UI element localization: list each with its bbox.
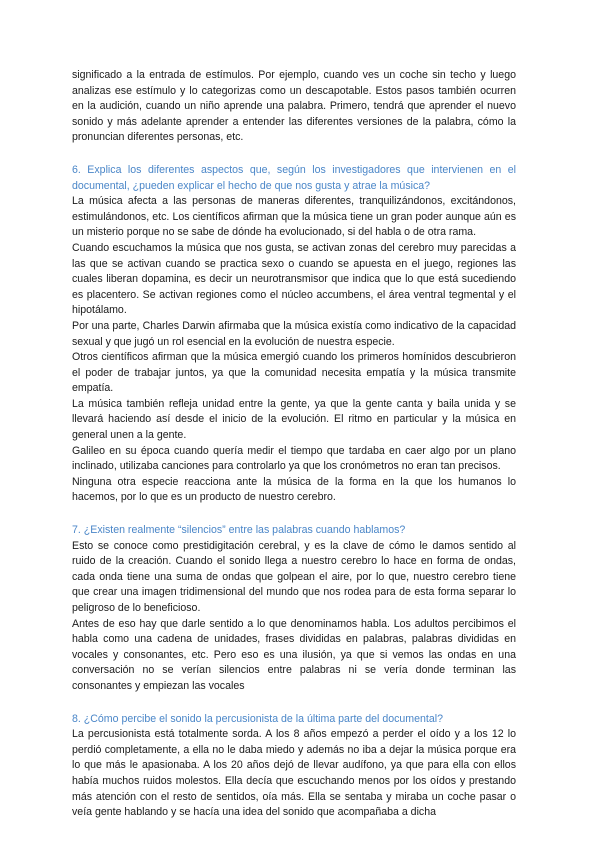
q6-answer-paragraph: Ninguna otra especie reacciona ante la música de la forma en la que los humanos lo hacemos, por lo que es un producto de nuestro cerebro. bbox=[72, 475, 516, 504]
q6-answer-paragraph: La música también refleja unidad entre la gente, ya que la gente canta y baila unida y se llevará haciendo así desde el inicio de la evolución. El ritmo en particular y la música en general unen a la gente. bbox=[72, 397, 516, 442]
q6-answer-paragraph: Cuando escuchamos la música que nos gusta, se activan zonas del cerebro muy parecidas a las que se activan cuando se practica sexo o cuando se apuesta en el juego, regiones las cuales liberan dopamina, es decir un neurotransmisor que indica que lo que está sucediendo es placentero. Se activan regiones como el núcleo accumbens, el área ventral tegmental y el hipotálamo. bbox=[72, 241, 516, 317]
question-8-heading: 8. ¿Cómo percibe el sonido la percusionista de la última parte del documental? bbox=[72, 712, 443, 725]
intro-paragraph: significado a la entrada de estímulos. Por ejemplo, cuando ves un coche sin techo y luego analizas ese estímulo y lo categorizas como un descapotable. Estos pasos también ocurren en la audición, cuando un niño aprende una palabra. Primero, tendrá que aprender el nuevo sonido y más adelante aprender a entender las diferentes versiones de la palabra, cómo la pronuncian diferentes personas, etc. bbox=[72, 69, 516, 144]
question-6-heading: 6. Explica los diferentes aspectos que, según los investigadores que intervienen en el documental, ¿pueden explicar el hecho de que nos gusta y atrae la música? bbox=[72, 163, 516, 192]
q8-answer-paragraph: La percusionista está totalmente sorda. A los 8 años empezó a perder el oído y a los 12 lo perdió completamente, a ella no le daba miedo y además no iba a dejar la música porque era lo que más le apasionaba. A los 20 años dejó de llevar audífono, ya que para ella con ellos había muchos ruidos molestos. Ella decía que escuchando menos por los oídos y prestando más atención con el resto de sentidos, oía más. Ella se sentaba y miraba un coche pasar o veía gente hablando y se hacía una idea del sonido que acompañaba a dicha bbox=[72, 728, 516, 819]
q6-answer-paragraph: Otros científicos afirman que la música emergió cuando los primeros homínidos descubrieron el poder de trabajar juntos, ya que la comunidad necesita empatía y la música transmite empatía. bbox=[72, 351, 516, 395]
q6-answer-paragraph: Galileo en su época cuando quería medir el tiempo que tardaba en caer algo por un plano inclinado, utilizaba canciones para controlarlo ya que los cronómetros no eran tan precisos. bbox=[72, 444, 516, 473]
q7-answer-paragraph: Esto se conoce como prestidigitación cerebral, y es la clave de cómo le damos sentido al ruido de la creación. Cuando el sonido llega a nuestro cerebro lo hace en forma de ondas, cada onda tiene una suma de ondas que golpean el aire, por lo que, nuestro cerebro tiene que crear una imagen tridimensional del mundo que nos rodea para de esta forma separar lo peligroso de lo beneficioso. bbox=[72, 539, 516, 614]
question-7-heading: 7. ¿Existen realmente “silencios” entre las palabras cuando hablamos? bbox=[72, 524, 406, 537]
q7-answer-paragraph: Antes de eso hay que darle sentido a lo que denominamos habla. Los adultos percibimos el habla como una cadena de unidades, frases divididas en palabras, palabras divididas en vocales y consonantes, etc. Pero eso es una ilusión, ya que si vemos las ondas en una conversación no se verían silencios entre palabras ni se vería donde terminan las consonantes y empiezan las vocales bbox=[72, 617, 516, 692]
q6-answer-paragraph: La música afecta a las personas de maneras diferentes, tranquilizándonos, excitándonos, estimulándonos, etc. Los científicos afirman que la música tiene un gran poder aunque aún es un misterio porque no se sabe de dónde ha evolucionado, si del habla o de otra rama. bbox=[72, 195, 516, 239]
q6-answer-paragraph: Por una parte, Charles Darwin afirmaba que la música existía como indicativo de la capacidad sexual y que jugó un rol esencial en la evolución de nuestra especie. bbox=[72, 319, 516, 348]
